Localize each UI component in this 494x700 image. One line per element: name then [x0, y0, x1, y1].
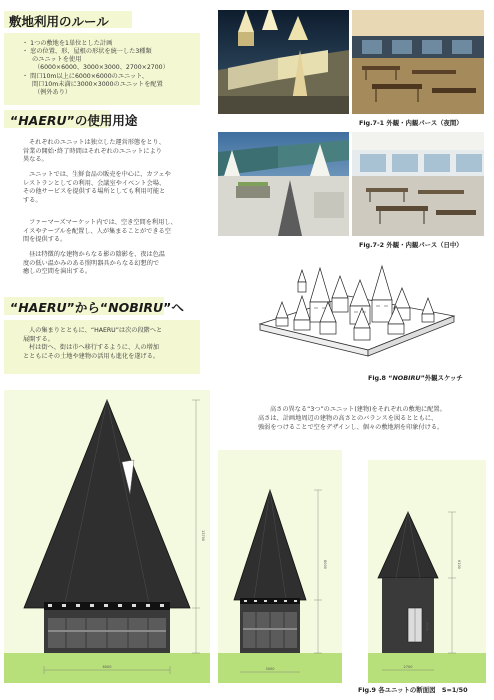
usage-paragraph-2: ユニットでは、生鮮食品の販売を中心に、カフェや レストランとしての利用、会議室やイベント会場、 その他サービスを提供する場所としても利用可能と する。	[23, 171, 171, 204]
small-height-dim: 6100	[457, 560, 461, 569]
rules-bullet-3c: （例外あり）	[34, 89, 72, 96]
nobiru-sketch	[258, 262, 458, 362]
fig7-1-caption: Fig.7-1 外観・内観パース（夜間）	[359, 119, 463, 127]
day-exterior-render	[218, 132, 349, 236]
usage-title-suffix: の使用用途	[74, 113, 138, 128]
mid-width-dim: 3000	[265, 667, 275, 671]
night-interior-render	[352, 10, 484, 114]
usage-paragraph-3: ファーマーズマーケット内では、空き空間を利用し、 イスやテーブルを配置し、人が集まることができる空 間を提供する。	[23, 219, 177, 244]
fig8-caption: Fig.8 “NOBIRU”外観スケッチ	[368, 374, 463, 382]
rules-bullet-2: ・ 窓の位置、形、屋根の形状を統一した3種類	[22, 48, 152, 55]
rules-bullet-1: ・ 1つの敷地を1単位とした計画	[22, 40, 113, 47]
rules-bullet-2b: のユニットを使用	[32, 56, 82, 63]
rules-bullet-3b: 間口10m未満に3000×3000のユニットを配置	[32, 81, 163, 88]
usage-title-quote-close: ”	[66, 113, 75, 128]
nobiru-text: 人の集まりとともに、“HAERU”は次の段階へと 展開する。 村は街へ、街は市へ移行するように、人の増加 とともにその土地や建物の活用も進化を遂げる。	[23, 327, 163, 360]
mid-height-dim: 8000	[323, 560, 327, 569]
section-mid-unit	[218, 450, 342, 690]
section-small-unit	[368, 460, 486, 690]
small-width-dim: 2700	[403, 665, 413, 669]
usage-title-quote-open: “	[10, 113, 19, 128]
usage-paragraph-4: 昼は特徴的な建物からなる影の陰影を、夜は色温 度の低い温かみのある照明器具からなる幻想的で 癒しの空間を演出する。	[23, 251, 166, 276]
section-large-unit	[4, 390, 214, 690]
large-height-dim: 13700	[201, 530, 205, 542]
usage-title-name: HAERU	[18, 113, 67, 128]
large-width-dim: 6000	[102, 665, 112, 669]
rules-title: 敷地利用のルール	[9, 14, 109, 29]
usage-paragraph-1: それぞれのユニットは独立した運営形態をとり、 営業の開始･終了時間はそれぞれのユニットにより 異なる。	[23, 139, 165, 164]
night-exterior-render	[218, 10, 349, 114]
section-note: 高さの異なる“3つ”のユニット(建物)をそれぞれの敷地に配置。 高さは、計画地周辺の建物の高さとのバランスを図るとともに、 強弱をつけることで空をデザインし、個々の敷地割を印象付ける。	[258, 406, 446, 431]
door-height-dim: 2400	[425, 622, 429, 631]
day-interior-render	[352, 132, 484, 236]
fig9-caption: Fig.9 各ユニットの断面図 S=1/50	[358, 686, 468, 694]
rules-bullet-2c: （6000×6000、3000×3000、2700×2700）	[34, 64, 169, 71]
usage-title	[10, 111, 137, 129]
nobiru-title: “HAERU”から“NOBIRU”へ	[10, 300, 184, 315]
rules-bullet-3: ・ 間口10m以上に6000×6000のユニット、	[22, 73, 148, 80]
fig7-2-caption: Fig.7-2 外観・内観パース（日中）	[359, 241, 463, 249]
